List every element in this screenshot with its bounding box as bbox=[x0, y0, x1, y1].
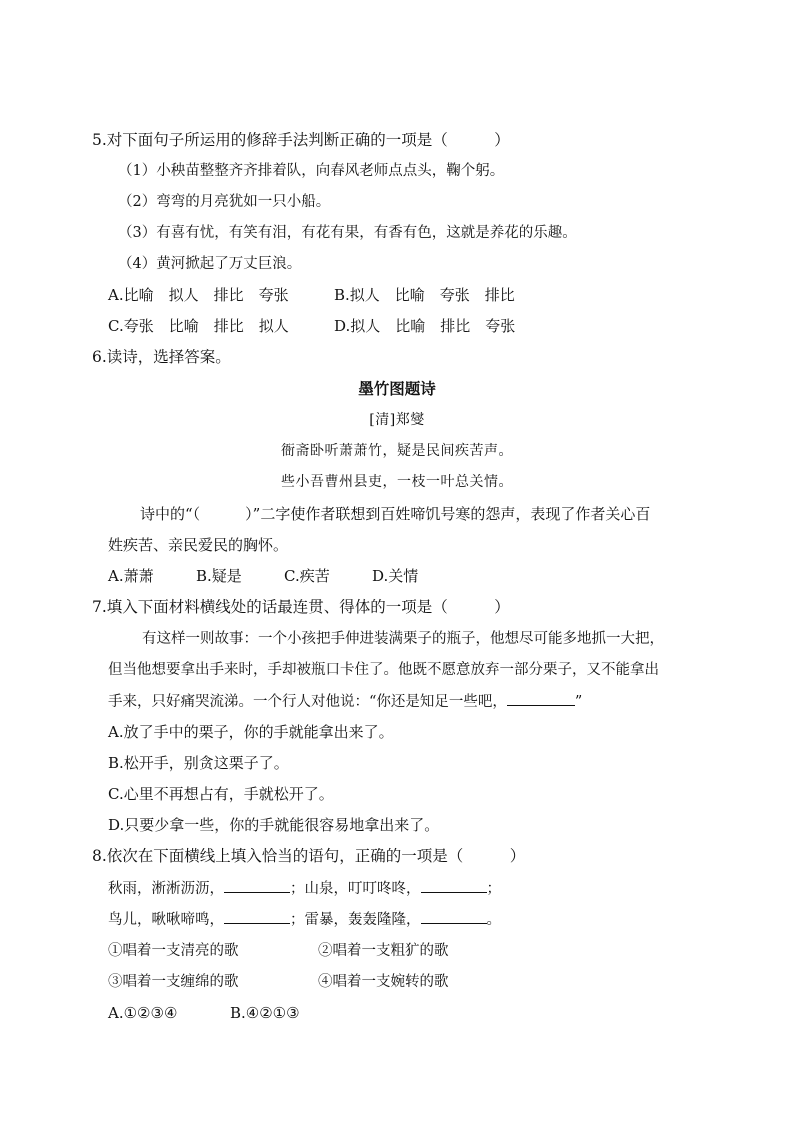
question-8-choice-3: ③唱着一支缠绵的歌 bbox=[108, 974, 239, 990]
question-8-option-b[interactable]: B.④②①③ bbox=[230, 1004, 300, 1022]
question-7-paragraph-2: 但当他想要拿出手来时，手却被瓶口卡住了。他既不愿意放弃一部分栗子，又不能拿出 bbox=[108, 662, 659, 678]
question-8-row-2-text-1: 鸟儿，啾啾啼鸣， bbox=[108, 912, 224, 928]
question-6-text-1: 诗中的“（ ）”二字使作者联想到百姓啼饥号寒的怨声，表现了作者关心百 bbox=[140, 505, 651, 523]
question-5-sentence-3: （3）有喜有忧，有笑有泪，有花有果，有香有色，这就是养花的乐趣。 bbox=[118, 225, 577, 241]
question-8-options bbox=[108, 1003, 300, 1023]
question-8-row-1-text-2: ；山泉，叮叮咚咚， bbox=[290, 881, 421, 897]
question-6-text-2: 姓疾苦、亲民爱民的胸怀。 bbox=[108, 536, 289, 554]
question-6-options bbox=[108, 566, 418, 586]
question-8-row-2-text-2: ；雷暴，轰轰隆隆， bbox=[290, 912, 421, 928]
question-8-option-a[interactable]: A.①②③④ bbox=[108, 1004, 178, 1022]
question-6-option-d[interactable]: D.关情 bbox=[372, 567, 419, 585]
poem-line-2: 些小吾曹州县吏，一枝一叶总关情。 bbox=[281, 474, 513, 490]
question-8-blank-2[interactable] bbox=[421, 878, 487, 893]
question-6-option-b[interactable]: B.疑是 bbox=[196, 567, 242, 585]
question-8-choice-2: ②唱着一支粗犷的歌 bbox=[318, 943, 449, 959]
question-5-sentence-4: （4）黄河掀起了万丈巨浪。 bbox=[118, 256, 302, 272]
poem-author: [清]郑燮 bbox=[369, 412, 425, 428]
question-8-choice-4: ④唱着一支婉转的歌 bbox=[318, 974, 449, 990]
question-8-blank-1[interactable] bbox=[224, 878, 290, 893]
question-5-sentence-1: （1）小秧苗整整齐齐排着队，向春风老师点点头，鞠个躬。 bbox=[118, 163, 505, 179]
question-5-stem: 5.对下面句子所运用的修辞手法判断正确的一项是（ ） bbox=[92, 131, 510, 149]
question-7-answer-blank[interactable] bbox=[507, 691, 575, 706]
question-7-paragraph-1: 有这样一则故事：一个小孩把手伸进装满栗子的瓶子，他想尽可能多地抓一大把， bbox=[142, 631, 664, 647]
question-7-option-c[interactable]: C.心里不再想占有，手就松开了。 bbox=[108, 785, 334, 803]
question-6-option-a[interactable]: A.萧萧 bbox=[108, 567, 154, 585]
question-6-option-c[interactable]: C.疾苦 bbox=[284, 567, 330, 585]
question-5-sentence-2: （2）弯弯的月亮犹如一只小船。 bbox=[118, 194, 331, 210]
question-8-choices-row-1 bbox=[108, 941, 449, 961]
question-5-option-b[interactable]: B.拟人 比喻 夸张 排比 bbox=[334, 286, 515, 304]
question-8-choice-1: ①唱着一支清亮的歌 bbox=[108, 943, 239, 959]
question-8-row-1-text-1: 秋雨，淅淅沥沥， bbox=[108, 881, 224, 897]
question-8-stem: 8.依次在下面横线上填入恰当的语句，正确的一项是（ ） bbox=[92, 847, 526, 865]
question-6-stem: 6.读诗，选择答案。 bbox=[92, 348, 231, 366]
question-5-option-d[interactable]: D.拟人 比喻 排比 夸张 bbox=[334, 317, 516, 335]
question-7-option-d[interactable]: D.只要少拿一些，你的手就能很容易地拿出来了。 bbox=[108, 816, 440, 834]
question-5-option-a[interactable]: A.比喻 拟人 排比 夸张 bbox=[108, 286, 289, 304]
question-8-choices-row-2 bbox=[108, 972, 449, 992]
question-8-row-1-text-3: ； bbox=[486, 881, 501, 897]
question-7-option-b[interactable]: B.松开手，别贪这栗子了。 bbox=[108, 754, 289, 772]
question-5-option-c[interactable]: C.夸张 比喻 排比 拟人 bbox=[108, 317, 289, 335]
question-8-blank-3[interactable] bbox=[224, 909, 290, 924]
question-7-paragraph-3-text: 手来，只好痛哭流涕。一个行人对他说：“你还是知足一些吧， bbox=[108, 694, 507, 710]
question-5-options-row-2 bbox=[108, 316, 515, 336]
question-5-options-row-1 bbox=[108, 285, 515, 305]
question-7-stem: 7.填入下面材料横线处的话最连贯、得体的一项是（ ） bbox=[92, 598, 510, 616]
question-8-row-2-text-3: 。 bbox=[486, 912, 501, 928]
question-8-row-2 bbox=[108, 909, 501, 930]
poem-line-1: 衙斋卧听萧萧竹，疑是民间疾苦声。 bbox=[281, 443, 513, 459]
question-7-option-a[interactable]: A.放了手中的栗子，你的手就能拿出来了。 bbox=[108, 723, 394, 741]
question-8-blank-4[interactable] bbox=[421, 909, 487, 924]
question-8-row-1 bbox=[108, 878, 501, 899]
question-7-paragraph-3-end: ” bbox=[574, 694, 583, 710]
question-7-paragraph-3 bbox=[108, 691, 582, 712]
poem-title: 墨竹图题诗 bbox=[358, 380, 436, 398]
